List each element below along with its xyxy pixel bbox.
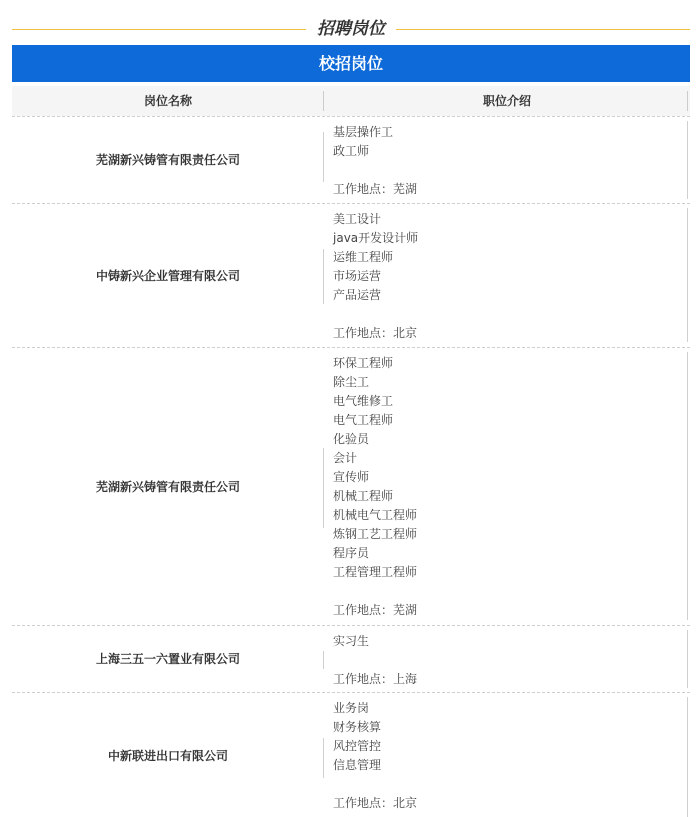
- column-divider: [687, 208, 688, 342]
- job-item: 会计: [333, 451, 358, 465]
- table-row: [12, 204, 690, 346]
- column-header-name: 岗位名称: [143, 94, 192, 108]
- column-divider: [687, 352, 688, 620]
- job-item: 化验员: [333, 432, 370, 446]
- company-name: 芜湖新兴铸管有限责任公司: [95, 153, 240, 167]
- job-item: 电气维修工: [333, 394, 394, 408]
- column-divider: [323, 738, 324, 778]
- job-list: [333, 354, 417, 620]
- company-name: 芜湖新兴铸管有限责任公司: [95, 479, 240, 494]
- job-item: 机械电气工程师: [333, 508, 418, 522]
- job-list: [333, 210, 418, 343]
- job-item: 政工师: [333, 144, 370, 158]
- heading-divider-left: [12, 29, 306, 30]
- work-location: 工作地点：芜湖: [333, 603, 418, 617]
- company-name: 中铸新兴企业管理有限公司: [95, 268, 240, 283]
- job-item: 机械工程师: [333, 489, 394, 503]
- work-location: 工作地点：北京: [333, 796, 418, 810]
- column-divider: [687, 91, 688, 111]
- table-header: [12, 86, 690, 116]
- job-list: [333, 123, 417, 199]
- job-item: 市场运营: [333, 269, 382, 283]
- job-item: 程序员: [333, 546, 370, 560]
- work-location: 工作地点：上海: [333, 672, 418, 686]
- column-divider: [687, 630, 688, 688]
- job-item: 运维工程师: [333, 250, 394, 264]
- job-item: java开发设计师: [333, 231, 419, 245]
- column-divider: [687, 121, 688, 199]
- heading-divider-right: [396, 29, 690, 30]
- job-item: 风控管控: [333, 739, 382, 753]
- job-item: 电气工程师: [333, 413, 394, 427]
- job-item: 工程管理工程师: [333, 565, 418, 579]
- job-list: [333, 632, 417, 689]
- job-item: 基层操作工: [333, 125, 394, 139]
- column-divider: [323, 448, 324, 528]
- job-item: 财务核算: [333, 720, 382, 734]
- job-item: 实习生: [333, 634, 370, 648]
- job-item: 美工设计: [333, 212, 382, 226]
- table-row: [12, 117, 690, 202]
- category-banner: 校招岗位: [12, 45, 690, 82]
- job-item: 业务岗: [333, 701, 370, 715]
- column-divider: [323, 132, 324, 182]
- work-location: 工作地点：北京: [333, 326, 418, 340]
- section-heading: [12, 14, 690, 40]
- section-title: 招聘岗位: [317, 19, 385, 39]
- company-name: 中新联进出口有限公司: [107, 748, 228, 763]
- column-header-intro: 职位介绍: [482, 94, 531, 108]
- table-row: [12, 626, 690, 691]
- column-divider: [323, 651, 324, 669]
- job-list: [333, 699, 417, 813]
- job-item: 产品运营: [333, 288, 382, 302]
- job-item: 信息管理: [333, 758, 382, 772]
- job-item: 环保工程师: [333, 356, 394, 370]
- job-item: 除尘工: [333, 375, 370, 389]
- job-item: 炼钢工艺工程师: [333, 527, 418, 541]
- table-row: [12, 348, 690, 624]
- job-item: 宣传师: [333, 470, 370, 484]
- column-divider: [687, 697, 688, 817]
- work-location: 工作地点：芜湖: [333, 182, 418, 196]
- column-divider: [323, 249, 324, 304]
- table-row: [12, 693, 690, 817]
- company-name: 上海三五一六置业有限公司: [95, 652, 240, 666]
